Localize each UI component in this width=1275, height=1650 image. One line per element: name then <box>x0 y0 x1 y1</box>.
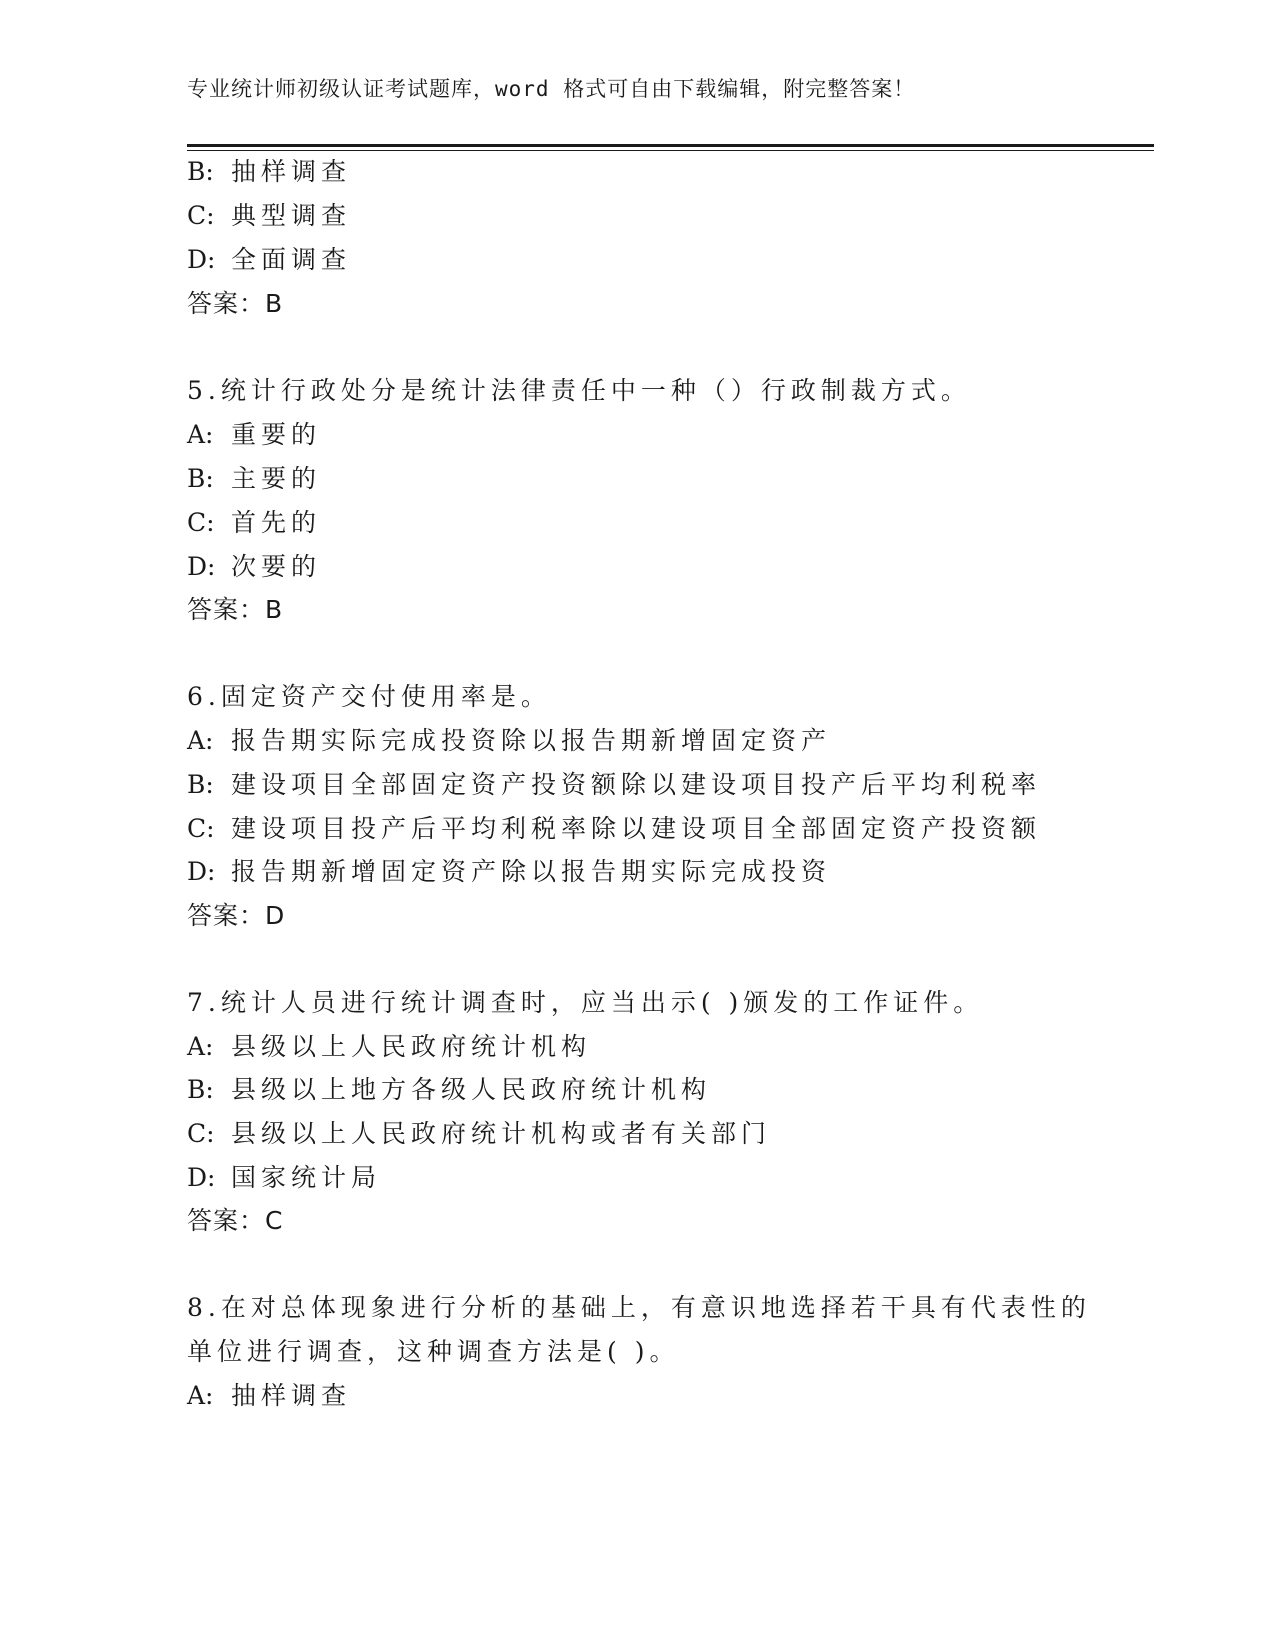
q5-option-d <box>187 552 321 582</box>
header-rule-thin <box>187 150 1154 151</box>
q6-option-a <box>187 726 831 756</box>
q5-option-d-text: 次要的 <box>231 552 322 581</box>
q8-option-a-tag: A: <box>187 1381 214 1410</box>
q4-option-d <box>187 245 351 275</box>
q7-option-b-text: 县级以上地方各级人民政府统计机构 <box>231 1075 712 1104</box>
q5-option-a <box>187 420 321 450</box>
q4-option-c <box>187 201 351 231</box>
page-header: 专业统计师初级认证考试题库，word 格式可自由下载编辑，附完整答案！ <box>187 77 916 101</box>
q4-answer: 答案：B <box>187 289 284 318</box>
header-rule-thick <box>187 144 1154 147</box>
q7-question: 7.统计人员进行统计调查时，应当出示( )颁发的工作证件。 <box>187 988 984 1017</box>
q7-option-a-tag: A: <box>187 1032 214 1061</box>
q7-option-c-text: 县级以上人民政府统计机构或者有关部门 <box>231 1119 772 1148</box>
q5-answer: 答案：B <box>187 595 284 624</box>
q4-option-c-text: 典型调查 <box>231 201 352 230</box>
q7-option-a-text: 县级以上人民政府统计机构 <box>231 1032 592 1061</box>
q5-option-c-tag: C: <box>187 508 215 537</box>
q6-option-c <box>187 814 1041 844</box>
q6-option-d-text: 报告期新增固定资产除以报告期实际完成投资 <box>231 857 832 886</box>
q7-option-d <box>187 1163 381 1193</box>
q4-option-d-text: 全面调查 <box>231 245 352 274</box>
q6-option-a-text: 报告期实际完成投资除以报告期新增固定资产 <box>231 726 832 755</box>
q7-option-d-text: 国家统计局 <box>231 1163 382 1192</box>
q6-answer: 答案：D <box>187 901 286 930</box>
q6-option-d <box>187 857 831 887</box>
q4-option-b-text: 抽样调查 <box>231 157 352 186</box>
q5-option-a-tag: A: <box>187 420 214 449</box>
q7-option-d-tag: D: <box>187 1163 216 1192</box>
q6-option-d-tag: D: <box>187 857 216 886</box>
q7-option-b-tag: B: <box>187 1075 214 1104</box>
q4-option-b <box>187 157 351 187</box>
q8-question-line2: 单位进行调查，这种调查方法是( )。 <box>187 1337 680 1366</box>
q5-option-a-text: 重要的 <box>231 420 322 449</box>
q7-option-a <box>187 1032 591 1062</box>
q7-option-c <box>187 1119 771 1149</box>
q4-option-d-tag: D: <box>187 245 216 274</box>
q5-option-b <box>187 464 321 494</box>
q6-question: 6.固定资产交付使用率是。 <box>187 682 551 711</box>
q7-option-b <box>187 1075 711 1105</box>
q8-question-line1: 8.在对总体现象进行分析的基础上，有意识地选择若干具有代表性的 <box>187 1293 1091 1322</box>
q4-option-c-tag: C: <box>187 201 215 230</box>
q6-option-b-text: 建设项目全部固定资产投资额除以建设项目投产后平均利税率 <box>231 770 1042 799</box>
q5-question: 5.统计行政处分是统计法律责任中一种（）行政制裁方式。 <box>187 376 971 405</box>
q7-answer: 答案：C <box>187 1206 284 1235</box>
q5-option-c <box>187 508 321 538</box>
q8-option-a <box>187 1381 351 1411</box>
q6-option-b <box>187 770 1041 800</box>
q7-option-c-tag: C: <box>187 1119 215 1148</box>
q5-option-b-tag: B: <box>187 464 214 493</box>
q6-option-c-text: 建设项目投产后平均利税率除以建设项目全部固定资产投资额 <box>231 814 1042 843</box>
q6-option-b-tag: B: <box>187 770 214 799</box>
q8-option-a-text: 抽样调查 <box>231 1381 352 1410</box>
q6-option-c-tag: C: <box>187 814 215 843</box>
q4-option-b-tag: B: <box>187 157 214 186</box>
q5-option-c-text: 首先的 <box>231 508 322 537</box>
q5-option-b-text: 主要的 <box>231 464 322 493</box>
q6-option-a-tag: A: <box>187 726 214 755</box>
q5-option-d-tag: D: <box>187 552 216 581</box>
